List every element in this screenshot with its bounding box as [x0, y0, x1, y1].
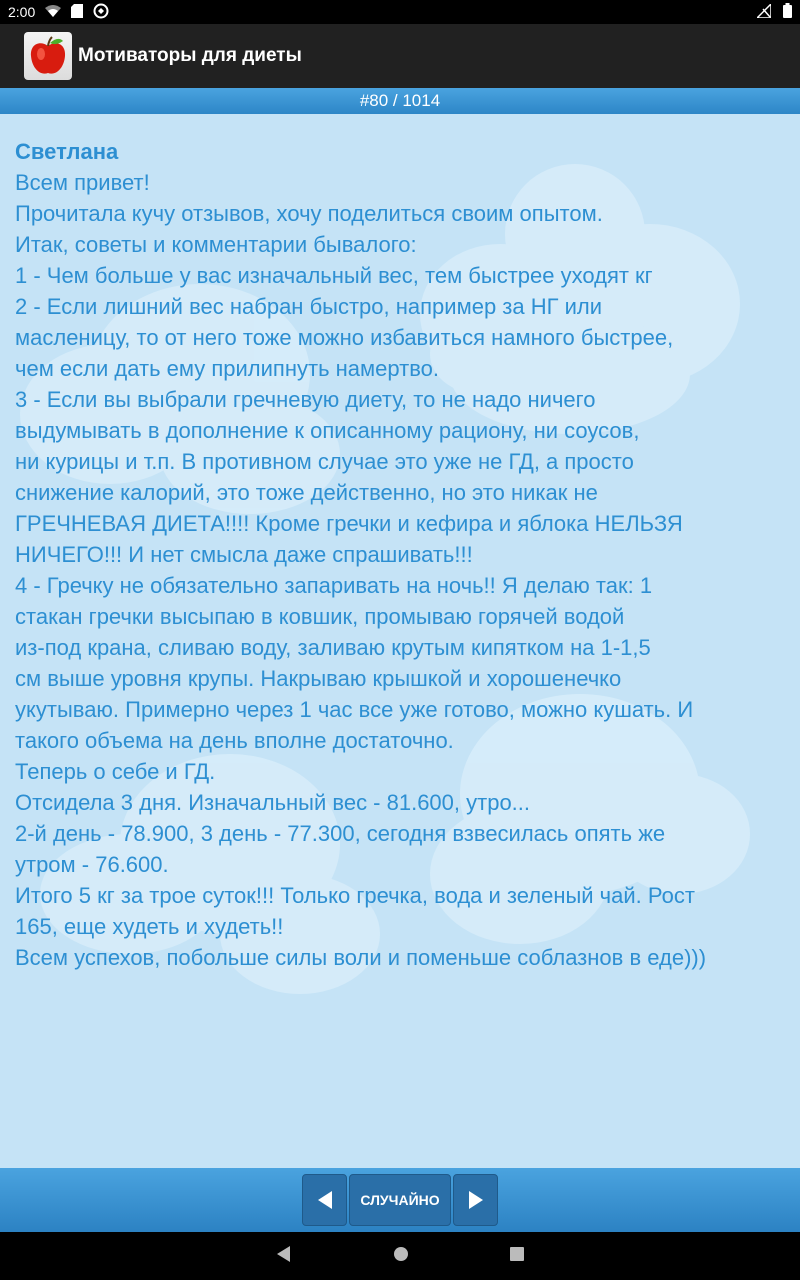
post-line: 2-й день - 78.900, 3 день - 77.300, сегодня взвесилась опять же — [15, 821, 666, 846]
back-icon[interactable] — [275, 1245, 293, 1268]
post-line: такого объема на день вполне достаточно. — [15, 728, 454, 753]
post-line: 2 - Если лишний вес набран быстро, например за НГ или — [15, 294, 603, 319]
app-title: Мотиваторы для диеты — [78, 45, 302, 66]
post-line: Итого 5 кг за трое суток!!! Только гречка, вода и зеленый чай. Рост — [15, 883, 695, 908]
signal-off-icon — [757, 4, 771, 21]
post-line: 165, еще худеть и худеть!! — [15, 914, 284, 939]
post-line: НИЧЕГО!!! И нет смысла даже спрашивать!!! — [15, 542, 473, 567]
post-line: утром - 76.600. — [15, 852, 169, 877]
post-line: 4 - Гречку не обязательно запаривать на ночь!! Я делаю так: 1 — [15, 573, 653, 598]
post-line: Итак, советы и комментарии бывалого: — [15, 232, 417, 257]
post-line: из-под крана, сливаю воду, заливаю крутым кипятком на 1-1,5 — [15, 635, 651, 660]
post-line: чем если дать ему прилипнуть намертво. — [15, 356, 440, 381]
post-line: Всем привет! — [15, 170, 150, 195]
sync-icon — [93, 3, 109, 22]
prev-button[interactable] — [302, 1174, 347, 1226]
post-text — [15, 136, 795, 973]
post-line: ни курицы и т.п. В противном случае это уже не ГД, а просто — [15, 449, 634, 474]
home-icon[interactable] — [393, 1246, 409, 1267]
post-line: 1 - Чем больше у вас изначальный вес, тем быстрее уходят кг — [15, 263, 653, 288]
post-line: снижение калорий, это тоже действенно, но это никак не — [15, 480, 598, 505]
triangle-right-icon — [467, 1190, 485, 1210]
post-line: Прочитала кучу отзывов, хочу поделиться своим опытом. — [15, 201, 603, 226]
triangle-left-icon — [316, 1190, 334, 1210]
battery-icon — [783, 3, 792, 21]
post-line: 3 - Если вы выбрали гречневую диету, то не надо ничего — [15, 387, 596, 412]
wifi-off-icon — [45, 4, 61, 21]
post-line: укутываю. Примерно через 1 час все уже готово, можно кушать. И — [15, 697, 694, 722]
content-area[interactable] — [0, 114, 800, 1168]
app-bar — [0, 24, 800, 88]
random-button[interactable]: СЛУЧАЙНО — [349, 1174, 451, 1226]
post-author: Светлана — [15, 139, 119, 164]
post-counter: #80 / 1014 — [0, 88, 800, 114]
recents-icon[interactable] — [509, 1246, 525, 1267]
post-line: Всем успехов, побольше силы воли и поменьше соблазнов в еде))) — [15, 945, 707, 970]
post-line: см выше уровня крупы. Накрываю крышкой и хорошенечко — [15, 666, 622, 691]
post-line: стакан гречки высыпаю в ковшик, промываю горячей водой — [15, 604, 625, 629]
status-bar — [0, 0, 800, 24]
post-line: Теперь о себе и ГД. — [15, 759, 216, 784]
post-line: ГРЕЧНЕВАЯ ДИЕТА!!!! Кроме гречки и кефира и яблока НЕЛЬЗЯ — [15, 511, 683, 536]
status-time: 2:00 — [8, 4, 36, 20]
post-line: Отсидела 3 дня. Изначальный вес - 81.600, утро... — [15, 790, 531, 815]
post-line: масленицу, то от него тоже можно избавиться намного быстрее, — [15, 325, 674, 350]
post-line: выдумывать в дополнение к описанному рациону, ни соусов, — [15, 418, 640, 443]
system-nav-bar — [0, 1232, 800, 1280]
apple-logo-icon — [24, 32, 72, 80]
bottom-controls — [0, 1168, 800, 1232]
next-button[interactable] — [453, 1174, 498, 1226]
sd-card-icon — [71, 4, 83, 21]
